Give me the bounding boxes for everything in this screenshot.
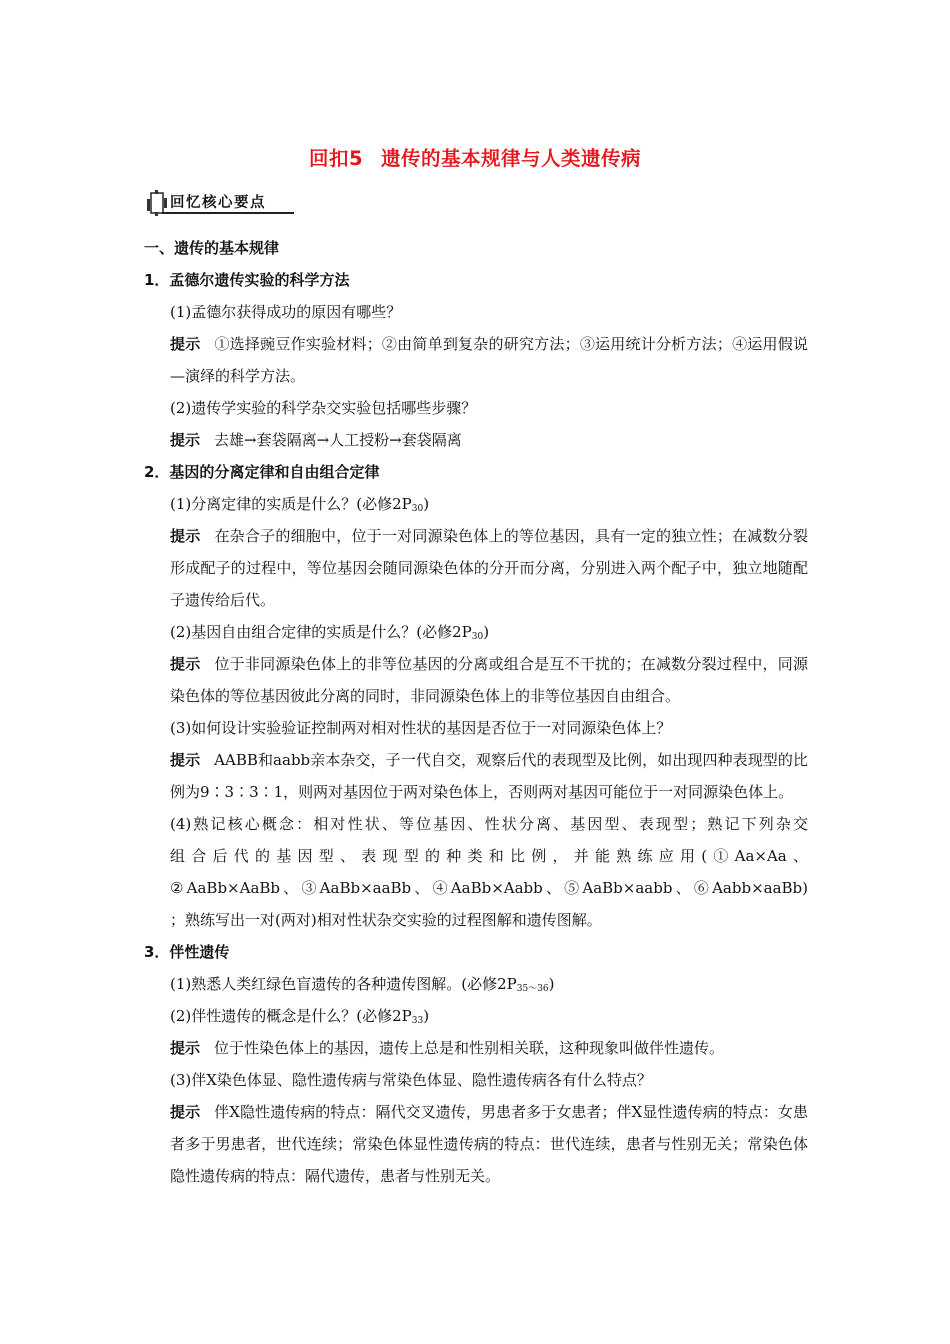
question-text: (2)伴性遗传的概念是什么？(必修2P: [170, 1007, 412, 1025]
section-banner: [144, 188, 294, 218]
question-end: ): [548, 975, 555, 993]
question: (3)伴X染色体显、隐性遗传病与常染色体显、隐性遗传病各有什么特点？: [170, 1071, 652, 1089]
answer: [144, 520, 808, 616]
page-title: [0, 143, 950, 171]
question-end: ): [483, 623, 490, 641]
question-text: (1)熟悉人类红绿色盲遗传的各种遗传图解。(必修2P: [170, 975, 517, 993]
banner-underline: [162, 212, 294, 214]
concept-paragraph: [144, 808, 808, 936]
question: (2)遗传学实验的科学杂交实验包括哪些步骤？: [170, 399, 477, 417]
answer: [144, 1032, 808, 1064]
concept-line: 组合后代的基因型、表现型的种类和比例，并能熟练应用(①Aa×Aa、: [170, 847, 808, 865]
question: [144, 616, 808, 648]
concept-line: ②AaBb×AaBb、③AaBb×aaBb、④AaBb×Aabb、⑤AaBb×aabb、⑥Aabb×aaBb): [170, 879, 808, 897]
document-body: [144, 232, 808, 1192]
question: (3)如何设计实验验证控制两对相对性状的基因是否位于一对同源染色体上？: [170, 719, 672, 737]
answer-text: 位于非同源染色体上的非等位基因的分离或组合是互不干扰的；在减数分裂过程中，同源染色体的等位基因彼此分离的同时，非同源染色体上的非等位基因自由组合。: [170, 655, 808, 705]
hint-label: 提示: [170, 335, 201, 353]
hint-label: 提示: [170, 527, 201, 545]
hint-label: 提示: [170, 655, 201, 673]
answer-text: ①选择豌豆作实验材料；②由简单到复杂的研究方法；③运用统计分析方法；④运用假说—演绎的科学方法。: [170, 335, 808, 385]
answer: [144, 328, 808, 392]
subsection-heading-3: 3．伴性遗传: [144, 943, 230, 961]
answer-text: AABB和aabb亲本杂交，子一代自交，观察后代的表现型及比例，如出现四种表现型的比例为9∶3∶3∶1，则两对基因位于两对染色体上，否则两对基因可能位于一对同源染色体上。: [170, 751, 808, 801]
subsection-heading-1: 1．孟德尔遗传实验的科学方法: [144, 271, 350, 289]
answer-text: 在杂合子的细胞中，位于一对同源染色体上的等位基因，具有一定的独立性；在减数分裂形成配子的过程中，等位基因会随同源染色体的分开而分离，分别进入两个配子中，独立地随配子遗传给后代。: [170, 527, 808, 609]
banner-label: 回忆核心要点: [170, 195, 266, 211]
answer: [144, 744, 808, 808]
question: [144, 968, 808, 1000]
page-subscript: 30: [471, 632, 484, 642]
hint-label: 提示: [170, 1103, 201, 1121]
hint-label: 提示: [170, 431, 201, 449]
page-subscript: 30: [411, 504, 424, 514]
answer: [144, 424, 808, 456]
answer-text: 伴X隐性遗传病的特点：隔代交叉遗传，男患者多于女患者；伴X显性遗传病的特点：女患者多于男患者，世代连续；常染色体显性遗传病的特点：世代连续，患者与性别无关；常染色体隐性遗传病的特点：隔代遗传，患者与性别无关。: [170, 1103, 808, 1185]
concept-line: ；熟练写出一对(两对)相对性状杂交实验的过程图解和遗传图解。: [170, 911, 602, 929]
page-subscript: 35～36: [516, 984, 549, 994]
answer-text: 位于性染色体上的基因，遗传上总是和性别相关联，这种现象叫做伴性遗传。: [214, 1039, 725, 1057]
page-subscript: 33: [411, 1016, 424, 1026]
question-text: (1)分离定律的实质是什么？(必修2P: [170, 495, 412, 513]
answer: [144, 1096, 808, 1192]
subsection-heading-2: 2．基因的分离定律和自由组合定律: [144, 463, 380, 481]
question-text: (2)基因自由组合定律的实质是什么？(必修2P: [170, 623, 472, 641]
hint-label: 提示: [170, 751, 201, 769]
section-heading: 一、遗传的基本规律: [144, 239, 280, 257]
hint-label: 提示: [170, 1039, 201, 1057]
answer: [144, 648, 808, 712]
question: (1)孟德尔获得成功的原因有哪些？: [170, 303, 402, 321]
concept-line: (4)熟记核心概念：相对性状、等位基因、性状分离、基因型、表现型；熟记下列杂交: [170, 815, 808, 833]
question: [144, 488, 808, 520]
question: [144, 1000, 808, 1032]
title-text: 遗传的基本规律与人类遗传病: [381, 147, 642, 170]
question-end: ): [423, 1007, 430, 1025]
title-number: 回扣5: [308, 147, 364, 170]
question-end: ): [423, 495, 430, 513]
answer-text: 去雄→套袋隔离→人工授粉→套袋隔离: [214, 431, 462, 449]
